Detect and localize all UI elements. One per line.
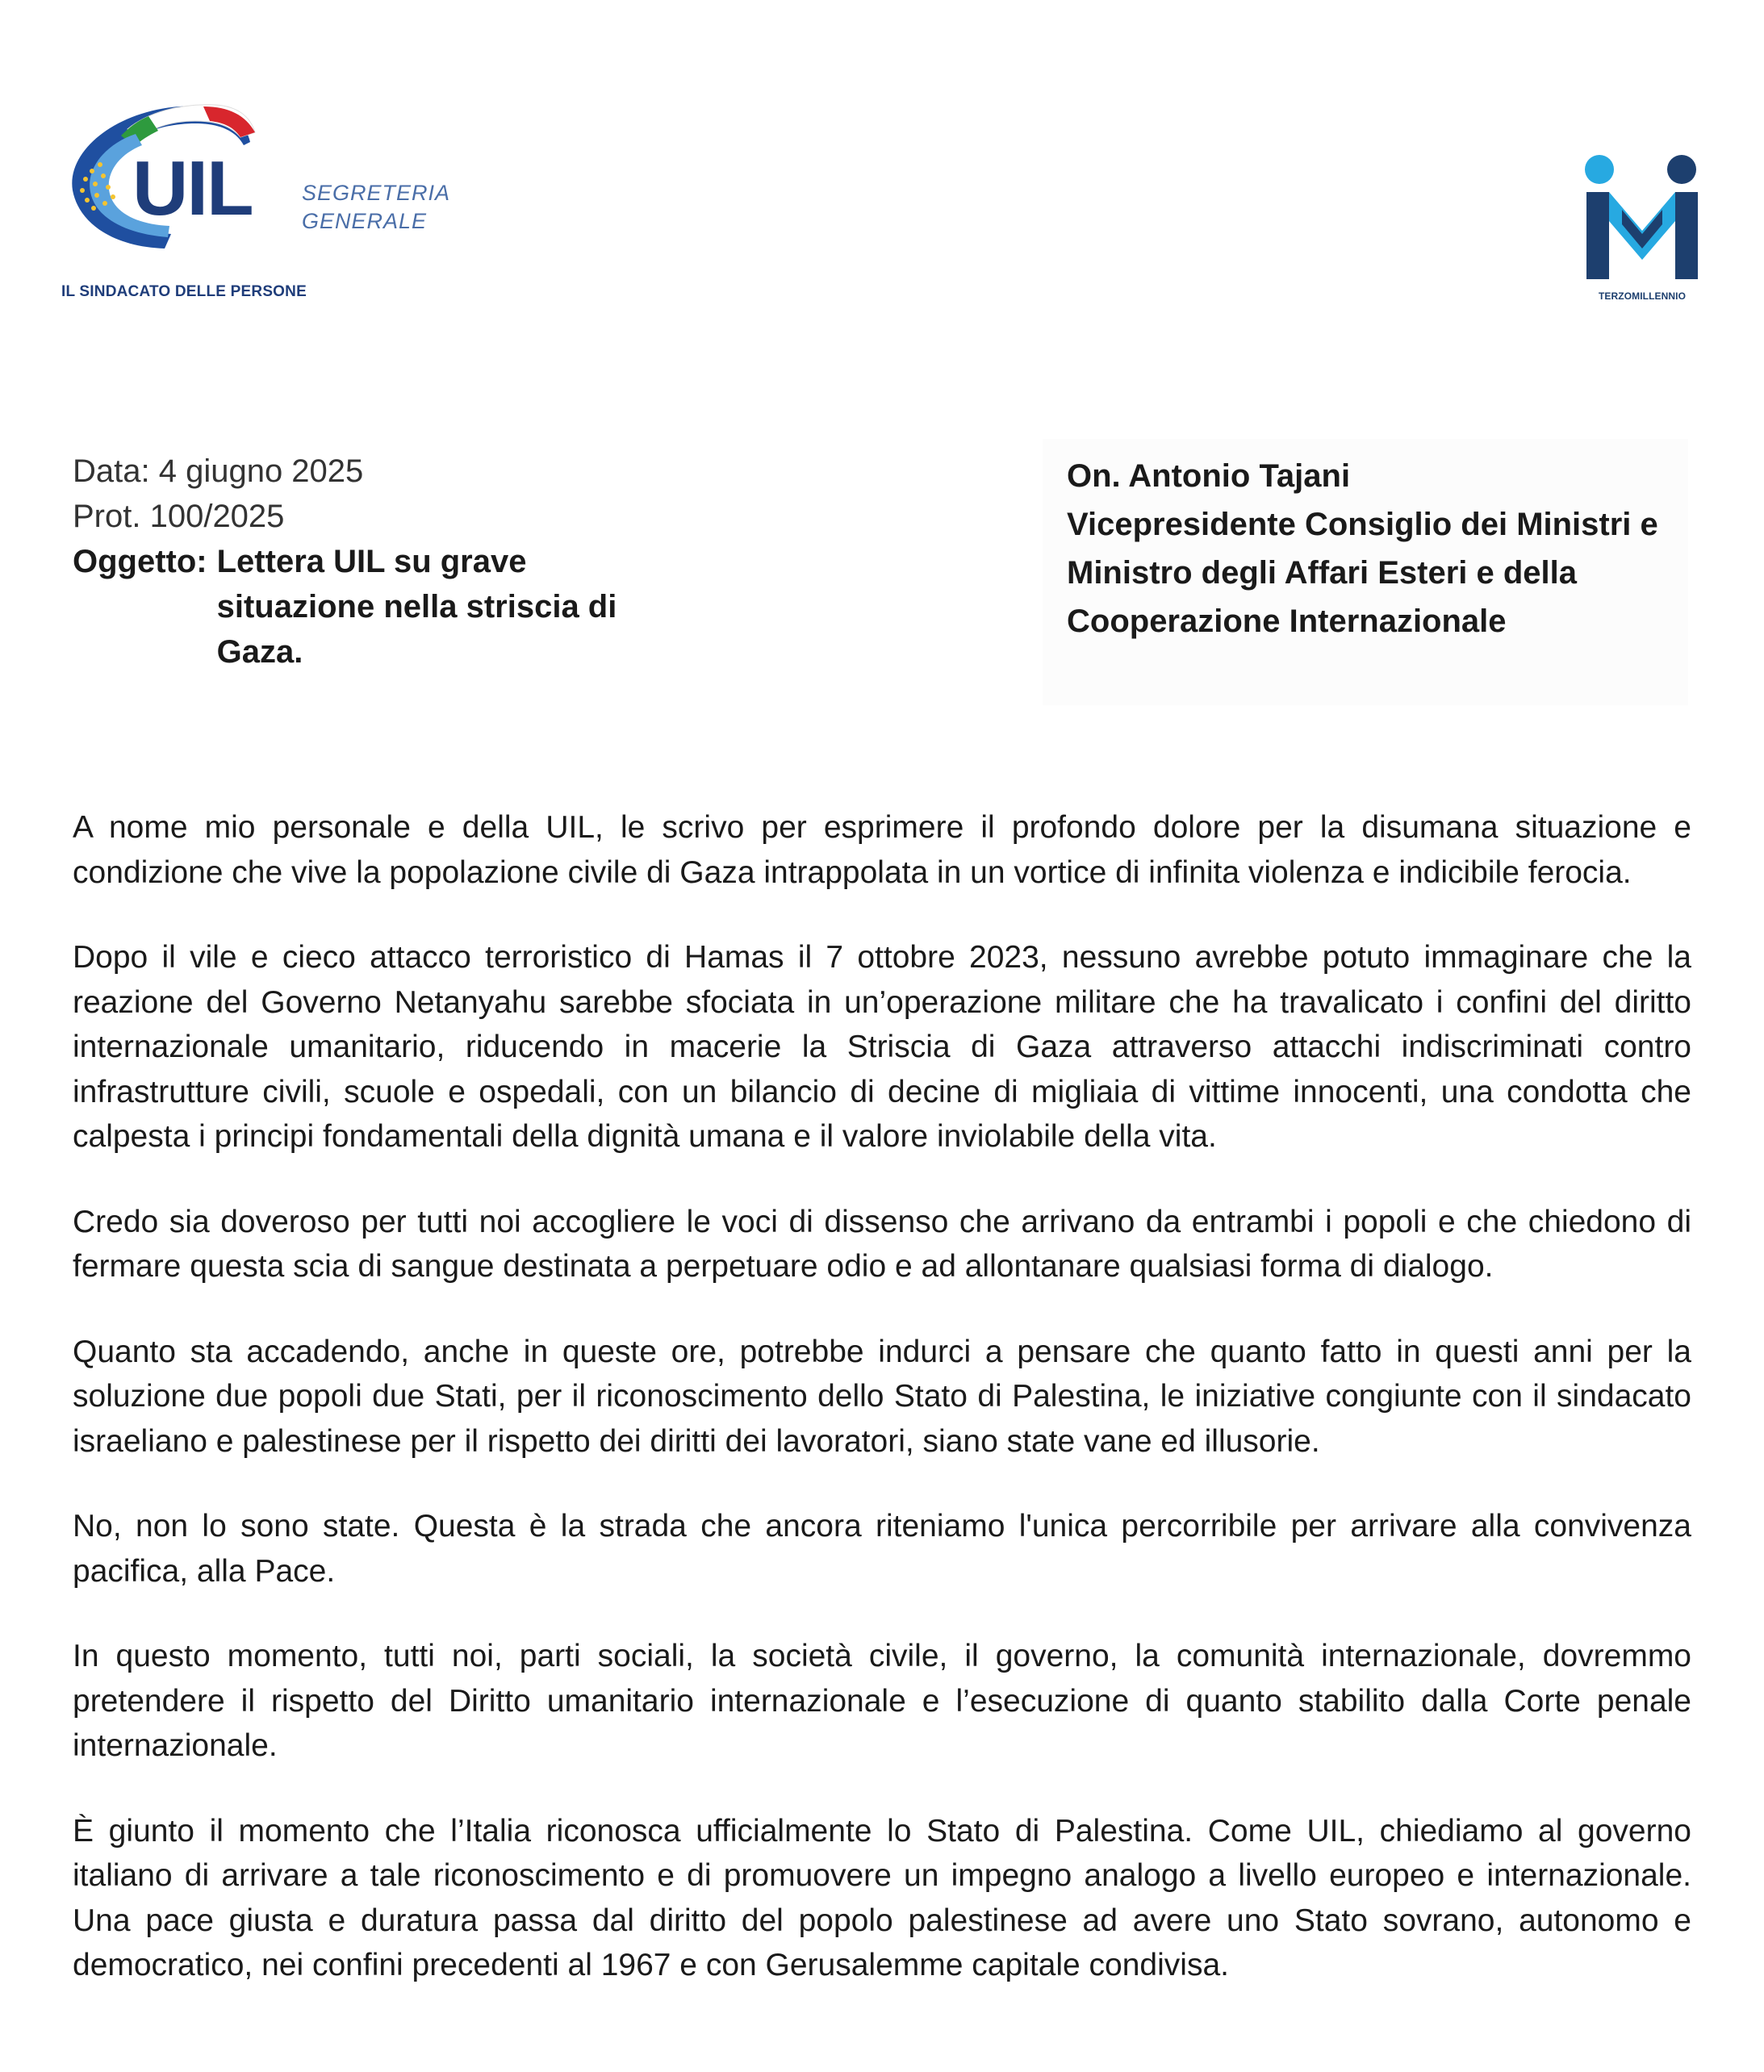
generale-line: GENERALE [302, 209, 428, 233]
recipient-role-line: Cooperazione Internazionale [1067, 604, 1507, 639]
uil-tagline: IL SINDACATO DELLE PERSONE [61, 283, 307, 300]
recipient-role-line: Ministro degli Affari Esteri e della [1067, 555, 1577, 591]
subject-label: Oggetto: [73, 544, 207, 579]
body-paragraph: In questo momento, tutti noi, parti sociali, la società civile, il governo, la comunità internazionale, dovremmo pretendere il rispetto del Diritto umanitario internazionale e l’esecuzione di quanto stabilito dalla Corte penale internazionale. [73, 1639, 1691, 1763]
body-paragraph: Credo sia doveroso per tutti noi accogliere le voci di dissenso che arrivano da entrambi i popoli e che chiedono di fermare questa scia di sangue destinata a perpetuare odio e ad allontanare qualsiasi forma di dialogo. [73, 1204, 1691, 1284]
recipient-role-line: Vicepresidente Consiglio dei Ministri e [1067, 507, 1658, 542]
subject-text: Lettera UIL su grave situazione nella striscia di Gaza. [216, 544, 617, 670]
body-paragraph: Quanto sta accadendo, anche in queste ore, potrebbe indurci a pensare che quanto fatto in questi anni per la soluzione due popoli due Stati, per il riconoscimento dello Stato di Palestina, le iniziative congiunte con il sindacato israeliano e palestinese per il rispetto dei diritti dei lavoratori, siano state vane ed illusorie. [73, 1334, 1691, 1459]
uil-logo [58, 95, 316, 257]
terzomillennio-logo [1582, 153, 1703, 290]
terzomillennio-caption: TERZOMILLENNIO [1598, 290, 1687, 302]
letter-meta [73, 449, 685, 675]
letter-protocol: Prot. 100/2025 [73, 499, 285, 534]
body-paragraph: È giunto il momento che l’Italia riconosca ufficialmente lo Stato di Palestina. Come UIL, chiediamo al governo italiano di arrivare a tale riconoscimento e di promuovere un impegno analogo a livello europeo e internazionale. Una pace giusta e duratura passa dal diritto del popolo palestinese ad avere uno Stato sovrano, autonomo e democratico, nei confini precedenti al 1967 e con Gerusalemme capitale condivisa. [73, 1813, 1691, 1982]
body-paragraph: A nome mio personale e della UIL, le scrivo per esprimere il profondo dolore per la disumana situazione e condizione che vive la popolazione civile di Gaza intrappolata in un vortice di infinita violenza e indicibile ferocia. [73, 810, 1691, 890]
letter-date: Data: 4 giugno 2025 [73, 453, 364, 489]
letter-body [73, 805, 1691, 2028]
body-paragraph: No, non lo sono state. Questa è la strada che ancora riteniamo l'unica percorribile per arrivare alla convivenza pacifica, alla Pace. [73, 1509, 1691, 1589]
recipient-block [1043, 439, 1688, 705]
recipient-name: On. Antonio Tajani [1067, 458, 1351, 494]
uil-logo-wordmark: UIL [132, 145, 253, 232]
body-paragraph: Dopo il vile e cieco attacco terroristico di Hamas il 7 ottobre 2023, nessuno avrebbe potuto immaginare che la reazione del Governo Netanyahu sarebbe sfociata in un’operazione militare che ha travalicato i confini del diritto internazionale umanitario, riducendo in macerie la Striscia di Gaza attraverso attacchi indiscriminati contro infrastrutture civili, scuole e ospedali, con un bilancio di decine di migliaia di vittime innocenti, una condotta che calpesta i principi fondamentali della dignità umana e il valore inviolabile della vita. [73, 940, 1691, 1154]
uil-segreteria-label [302, 179, 450, 236]
segreteria-line: SEGRETERIA [302, 181, 451, 205]
letter-subject [73, 539, 685, 675]
terzomillennio-emblem-icon [1582, 153, 1703, 290]
